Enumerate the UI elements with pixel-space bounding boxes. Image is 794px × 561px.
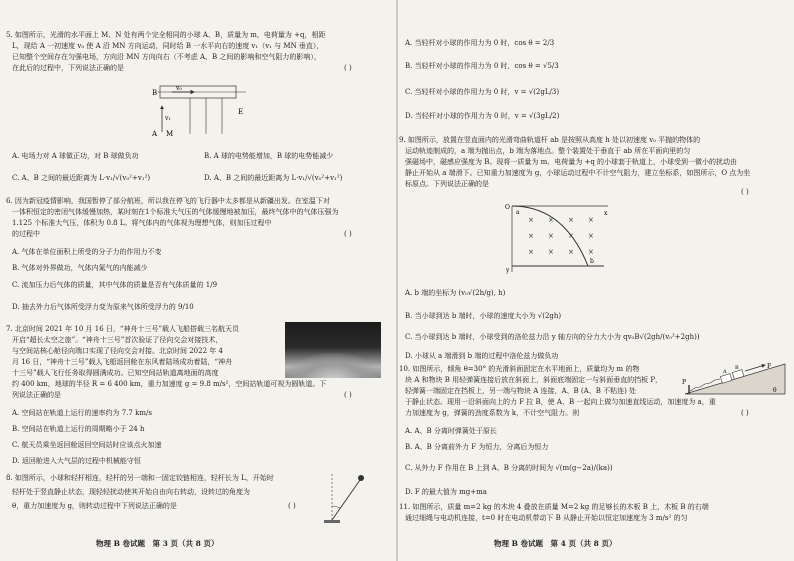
q10-label-p: P	[682, 379, 687, 386]
q9-line: 强磁场中，磁感应强度为 B。现将一质量为 m、电荷量为 +q 的小球套于轨道上，小球受到一微小的扰动由	[405, 158, 738, 166]
q9-option: A. b 端的坐标为 (v₀√(2h/g), h)	[405, 289, 506, 297]
q10-option: B. A、B 分离前外力 F 为恒力，分离后为恒力	[405, 443, 549, 451]
q5-label-v0: v₀	[176, 85, 182, 92]
q8-line: θ，重力加速度为 g，则转动过程中下列说法正确的是	[12, 502, 177, 510]
q5-label-v1: v₁	[165, 115, 171, 122]
q7-line: 约 400 km，地球的半径 R = 6 400 km，重力加速度 g = 9.8 m/s²，空间站轨道可视为圆轨道。下	[12, 380, 327, 388]
q8-line: 8. 如图所示，小球和轻杆相连，轻杆的另一端和一固定铰链相连，轻杆长为 L，开始时	[6, 474, 274, 482]
q8-option: B. 当轻杆对小球的作用力为 0 时，cos θ = √5/3	[405, 62, 559, 70]
q10-option: A. A、B 分离时弹簧处于原长	[405, 427, 497, 435]
q10-option: C. 从外力 F 作用在 B 上到 A、B 分离的时间为 √(m(g−2a)/(ka))	[405, 464, 613, 472]
q9-label-y: y	[506, 267, 510, 274]
q5-option: C. A、B 之间的最近距离为 L·v₁/√(v₀²+v₁²)	[12, 174, 151, 182]
q8-line: 轻杆处于竖直静止状态，现轻轻扰动使其开始自由向右转动，设转过的角度为	[12, 488, 250, 496]
q10-label-f: F	[767, 363, 772, 370]
q5-label-m: M	[166, 130, 174, 138]
svg-text:×: ×	[548, 232, 554, 240]
q10-label-theta: θ	[773, 387, 777, 394]
q9-line: 9. 如图所示，放置在竖直面内的光滑弯曲轨道杆 ab 是按照从高度 h 处以初速度 v₀ 平抛的物体的	[399, 136, 701, 144]
q6-line: 一体积恒定的密闭气体缓慢加热，某时刻在1个标准大气压的气体缓慢地被加压，最终气体中的气体压强为	[12, 208, 339, 216]
q7-line: 列说法正确的是	[12, 391, 61, 399]
q9-option: D. 小球从 a 端滑到 b 端的过程中洛伦兹力做负功	[405, 352, 559, 360]
q8-figure	[320, 466, 380, 526]
q7-line: 十三号”载人飞行任务取得圆满成功。已知空间站轨道离地面的高度	[12, 369, 219, 377]
q5-label-e: E	[238, 108, 244, 116]
q9-option: C. 当小球到达 b 端时，小球受到的洛伦兹力沿 y 轴方向的分力大小为 qv₀B√(2gh/(v₀²+2gh))	[405, 333, 700, 341]
q5-line: L，现给 A 一初速度 v₀ 使 A 沿 MN 方向运动，同时给 B 一水平向右的速度 v₁（v₁ 与 MN 垂直），	[12, 42, 324, 50]
q10-line: 轻弹簧一端固定在挡板上，另一端与物块 A 连接，A、B (A、B 不粘连) 处	[405, 387, 637, 395]
left-page	[0, 0, 395, 561]
q11-line: 通过细绳与电动机连接，t=0 时在电动机带动下 B 从静止开始以恒定加速度为 3 m/s² 的匀	[405, 514, 688, 522]
page-footer: 物理 B 卷试题 第 4 页（共 8 页）	[494, 539, 617, 548]
right-page	[399, 0, 794, 561]
svg-text:×: ×	[548, 216, 554, 224]
q7-option: D. 返回舱进入大气层的过程中机械能守恒	[12, 457, 141, 465]
svg-text:×: ×	[588, 248, 594, 256]
q8-option: D. 当轻杆对小球的作用力为 0 时，v = √(3gL/2)	[405, 112, 560, 120]
q9-label-o: O	[505, 204, 510, 211]
q5-line: 5. 如图所示，光滑的水平面上 M、N 处有两个完全相同的小球 A、B，质量为 m，电荷量为 +q，相距	[6, 31, 326, 39]
svg-text:×: ×	[568, 248, 574, 256]
q5-figure	[150, 84, 254, 138]
q7-option: C. 航天员乘坐返回舱返回空间站时应该点火加速	[12, 441, 162, 449]
q5-option: A. 电场力对 A 球做正功，对 B 球做负功	[12, 152, 139, 160]
q6-option: D. 抽去外力后气体所受浮力变为原来气体所受浮力的 9/10	[12, 303, 194, 311]
q9-line: 标原点。下列说法正确的是	[405, 180, 489, 188]
q10-option: D. F 的最大值为 mg+ma	[405, 488, 487, 496]
q10-line: 10. 如图所示，倾角 θ=30° 的光滑斜面固定在水平地面上，质量均为 m 的物	[399, 365, 640, 373]
svg-text:×: ×	[528, 248, 534, 256]
q9-label-b: b	[590, 258, 594, 265]
svg-text:×: ×	[588, 216, 594, 224]
q7-line: 7. 北京时间 2021 年 10 月 16 日，“神舟十三号”载人飞船搭载三名航天员	[6, 325, 240, 333]
q5-label-a: A	[152, 130, 158, 138]
q7-line: 开启“超长太空之旅”。“神舟十三号”首次验证了径向交会对接技术，	[12, 336, 223, 344]
q10-label-b: B	[735, 365, 739, 371]
q6-answer-bracket: ( )	[344, 230, 352, 238]
q5-label-b: B	[152, 89, 158, 97]
q10-line: 于静止状态。现用一沿斜面向上的力 F 拉 B，使 A、B 一起向上做匀加速直线运动，加速度为 a，重	[405, 398, 716, 406]
q8-rod	[332, 480, 360, 520]
q7-option: A. 空间站在轨道上运行的速率约为 7.7 km/s	[12, 409, 152, 417]
q7-line: 月 16 日，“神舟十三号”载人飞船返回舱在东风着陆场成功着陆，“神舟	[12, 358, 233, 366]
q8-option: A. 当轻杆对小球的作用力为 0 时，cos θ = 2/3	[405, 39, 555, 47]
q6-line: 6. 因为新冠疫情影响，我国暂停了部分航班，所以我在停飞的飞行器中太多都是从新疆出发。在室温下对	[6, 197, 330, 205]
q10-answer-bracket: ( )	[741, 409, 749, 417]
svg-text:×: ×	[548, 248, 554, 256]
q6-option: A. 气体在单位面积上所受的分子力的作用力不变	[12, 248, 162, 256]
q7-option: B. 空间站在轨道上运行的周期略小于 24 h	[12, 425, 145, 433]
page-footer: 物理 B 卷试题 第 3 页（共 8 页）	[96, 539, 219, 548]
q9-line: 静止开始从 a 端滑下。已知重力加速度为 g，小球运动过程中不计空气阻力，建立坐标系，如图所示，O 点为坐	[405, 169, 751, 177]
q8-ball	[358, 475, 364, 481]
q9-label-x: x	[604, 210, 608, 217]
q6-option: C. 流加压力后气体的质量，其中气体的质量是否有气体质量的 1/9	[12, 281, 218, 289]
q6-option: B. 气体对外界做功，气体内氮气的内能减少	[12, 264, 148, 272]
svg-text:×: ×	[588, 232, 594, 240]
q7-answer-bracket: ( )	[344, 391, 352, 399]
q7-line: 与空间站核心舱径向端口实现了径向交会对接。北京时间 2022 年 4	[12, 347, 223, 355]
q9-label-a: a	[516, 209, 520, 216]
svg-text:×: ×	[528, 232, 534, 240]
q9-figure	[504, 200, 612, 274]
q10-force-arrow	[745, 365, 765, 371]
q5-line: 在此后的过程中，下列说法正确的是	[12, 64, 124, 72]
q9-line: 运动轨迹制成的，a 端为抛出点，b 端为落地点。整个装置处于垂直于 ab 所在平面向里的匀	[405, 147, 691, 155]
q10-line: 力加速度为 g，弹簧的劲度系数为 k，不计空气阻力。则	[405, 409, 580, 417]
q5-option: D. A、B 之间的最近距离为 L·v₁/√(v₀²+v₁²)	[204, 174, 343, 182]
q9-answer-bracket: ( )	[741, 188, 749, 196]
q10-line: 块 A 和物块 B 用轻弹簧连接后放在斜面上，斜面底端固定一与斜面垂直的挡板 P，	[405, 376, 663, 384]
q8-option: C. 当轻杆对小球的作用力为 0 时，v = √(2gL/3)	[405, 88, 560, 96]
q6-line: 的过程中	[12, 230, 40, 238]
q8-angle-arc	[332, 506, 340, 508]
q8-answer-bracket: ( )	[288, 502, 296, 510]
q10-label-a: A	[723, 369, 727, 375]
q6-line: 1.125 个标准大气压，体积为 0.8 L。将气体内的气体视为理想气体，则加压过程中	[12, 219, 272, 227]
q10-figure	[681, 360, 789, 398]
svg-text:×: ×	[568, 216, 574, 224]
q5-option: B. A 球的电势能增加，B 球的电势能减少	[204, 152, 334, 160]
space-station-photo	[285, 322, 381, 378]
q8-hinge-base	[324, 520, 340, 523]
q5-answer-bracket: ( )	[344, 64, 352, 72]
q9-field-marks	[528, 216, 594, 256]
q5-line: 已知整个空间存在匀强电场，方向沿 MN 方向向右（不考虑 A、B 之间的影响和空气阻力的影响），	[12, 53, 321, 61]
q11-line: 11. 如图所示，质量 m=2 kg 的木块 4 叠放在质量 M=2 kg 的足够长的木板 B 上，木板 B 的右端	[399, 503, 709, 511]
svg-text:×: ×	[568, 232, 574, 240]
svg-text:×: ×	[528, 216, 534, 224]
page-divider	[396, 0, 398, 561]
q9-option: B. 当小球到达 b 端时，小球的速度大小为 √(2gh)	[405, 312, 562, 320]
